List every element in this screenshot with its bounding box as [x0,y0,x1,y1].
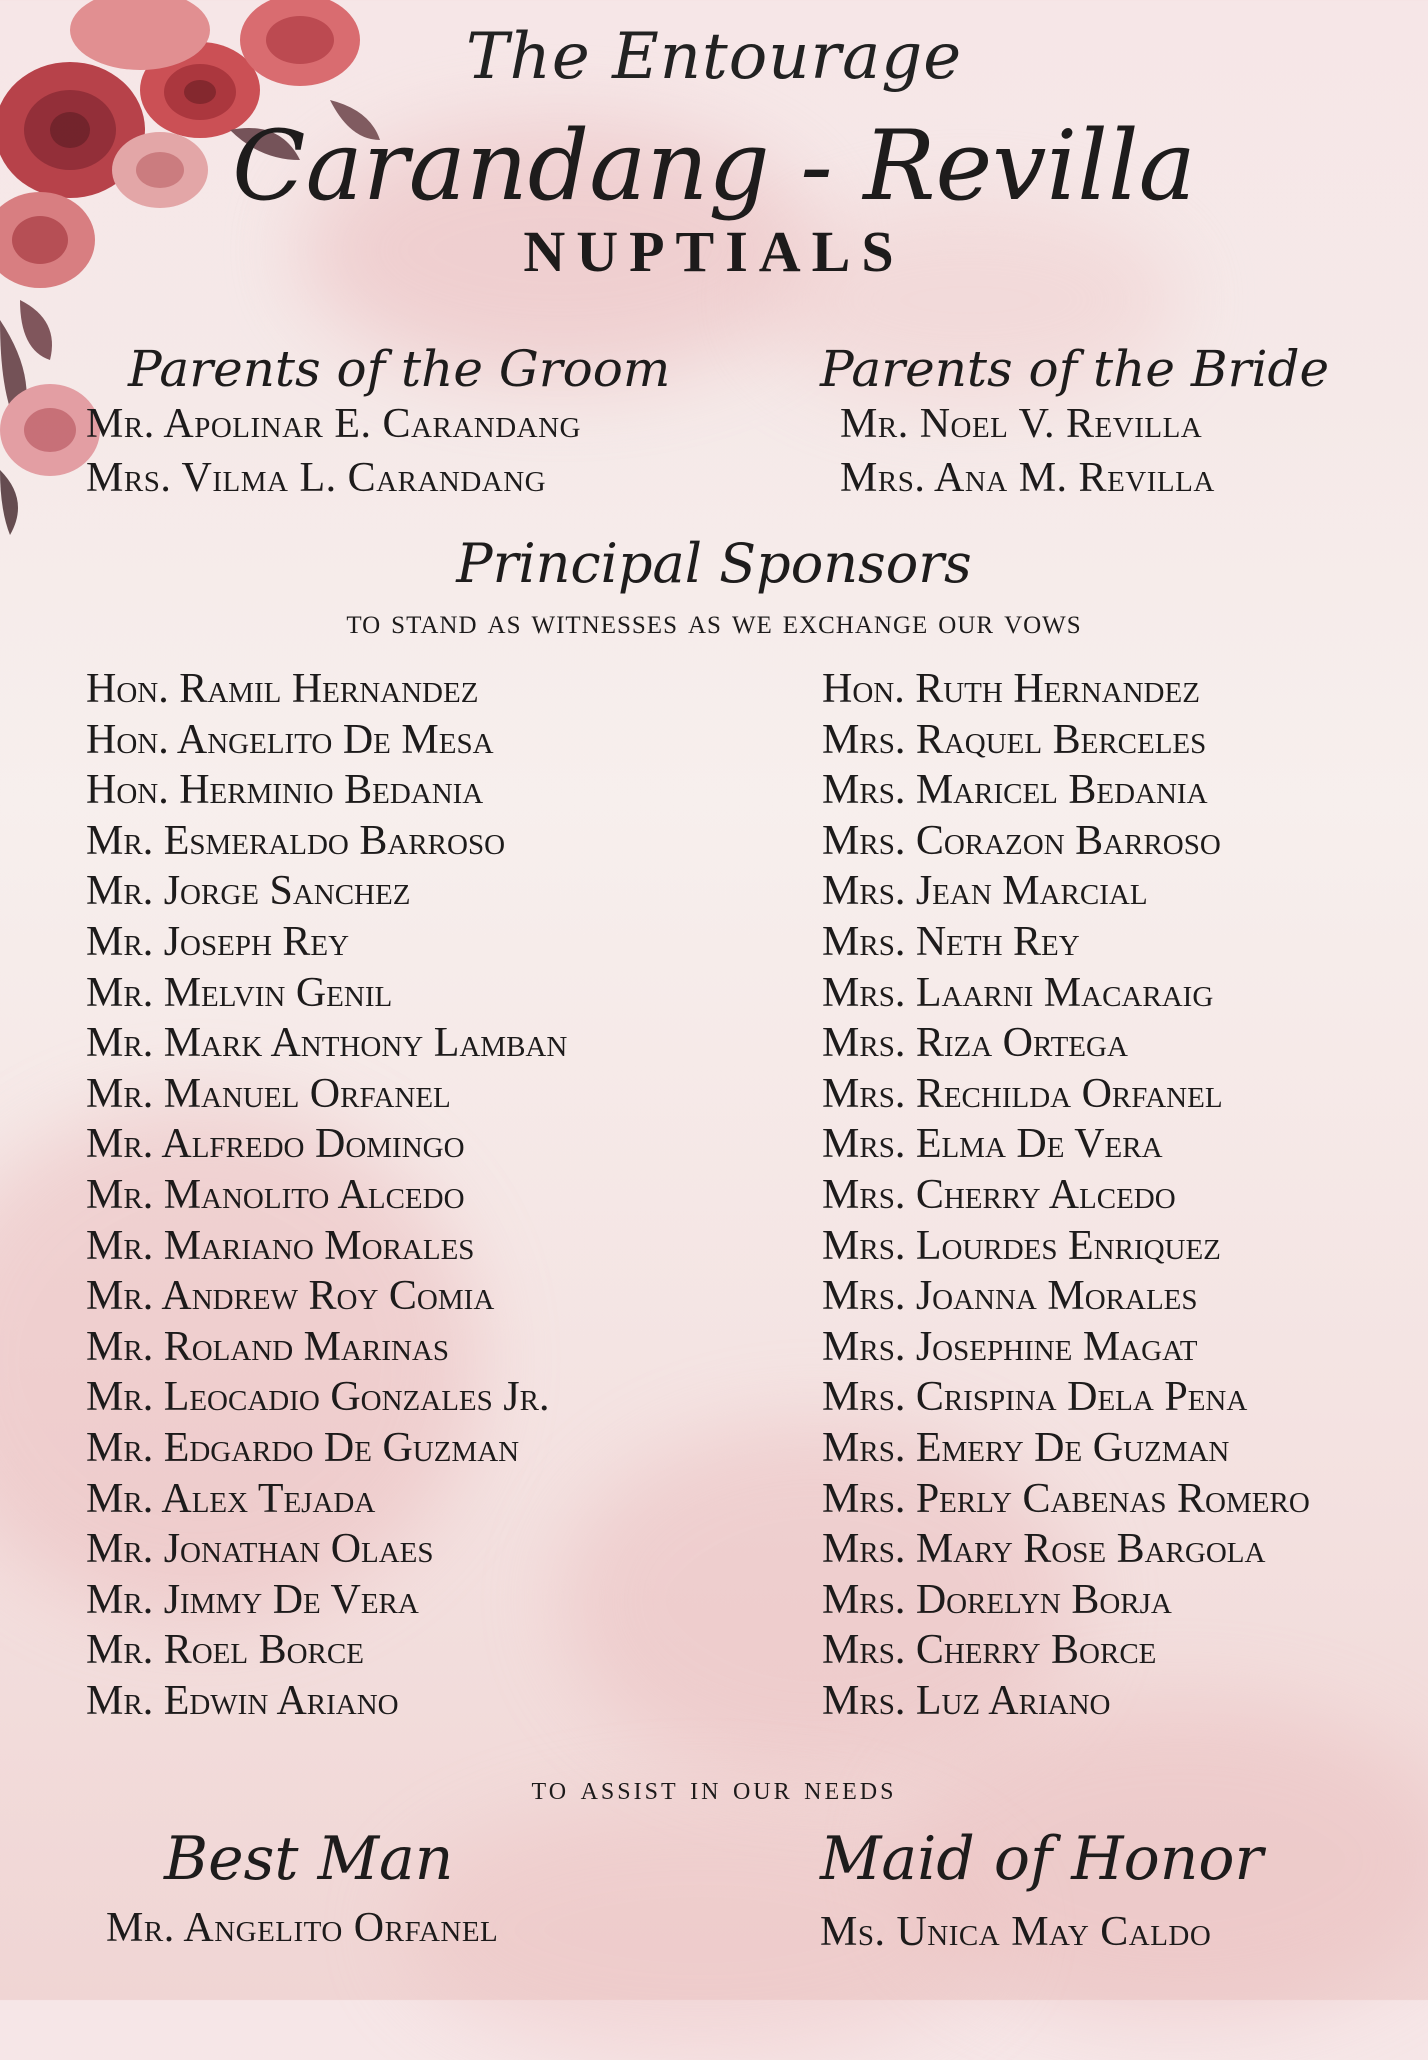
list-item: Mrs. Riza Ortega [822,1020,1128,1067]
assist-heading: to assist in our needs [531,1770,897,1807]
list-item: Mr. Roel Borce [86,1627,364,1674]
list-item: Mr. Edwin Ariano [86,1677,399,1724]
nuptials-title: NUPTIALS [523,219,905,284]
list-item: Mr. Jonathan Olaes [86,1526,434,1573]
principal-sponsors-heading: Principal Sponsors [456,532,972,595]
groom-parent-father: Mr. Apolinar E. Carandang [86,401,581,447]
list-item: Mr. Melvin Genil [86,969,393,1016]
couple-names-title: Carandang - Revilla [232,110,1196,222]
sponsors-right-list [822,664,1310,1726]
list-item: Hon. Ramil Hernandez [86,666,479,712]
parents-groom-heading: Parents of the Groom [128,340,671,398]
list-item: Mr. Jimmy De Vera [86,1576,419,1623]
entourage-subtitle: The Entourage [465,20,963,94]
list-item: Mr. Alfredo Domingo [86,1121,465,1168]
list-item: Mrs. Neth Rey [822,918,1080,965]
list-item: Mr. Roland Marinas [86,1323,449,1370]
best-man-name: Mr. Angelito Orfanel [106,1905,499,1951]
sponsors-left-list [86,664,567,1726]
list-item: Mrs. Corazon Barroso [822,817,1221,864]
list-item: Mr. Andrew Roy Comia [86,1273,495,1320]
list-item: Mrs. Joanna Morales [822,1273,1198,1320]
list-item: Mrs. Lourdes Enriquez [822,1222,1221,1269]
bride-parent-mother: Mrs. Ana M. Revilla [840,455,1215,501]
list-item: Mr. Esmeraldo Barroso [86,817,506,864]
list-item: Mrs. Crispina Dela Pena [822,1374,1248,1421]
list-item: Mr. Mariano Morales [86,1222,475,1269]
list-item: Mrs. Elma De Vera [822,1121,1163,1168]
list-item: Hon. Angelito De Mesa [86,716,494,763]
sponsors-subheading: to stand as witnesses as we exchange our vows [346,601,1082,641]
maid-of-honor-heading: Maid of Honor [820,1824,1264,1894]
best-man-heading: Best Man [164,1824,454,1894]
list-item: Mrs. Perly Cabenas Romero [822,1475,1310,1522]
bride-parent-father: Mr. Noel V. Revilla [840,401,1203,447]
maid-of-honor-name: Ms. Unica May Caldo [820,1909,1212,1955]
list-item: Mrs. Raquel Berceles [822,716,1207,763]
list-item: Mr. Joseph Rey [86,918,350,965]
list-item: Mr. Edgardo De Guzman [86,1424,520,1471]
list-item: Hon. Ruth Hernandez [822,666,1200,712]
list-item: Mr. Mark Anthony Lamban [86,1020,568,1067]
list-item: Hon. Herminio Bedania [86,767,484,814]
list-item: Mrs. Maricel Bedania [822,767,1208,814]
list-item: Mrs. Emery De Guzman [822,1424,1230,1471]
list-item: Mr. Alex Tejada [86,1475,376,1522]
list-item: Mrs. Laarni Macaraig [822,969,1214,1016]
list-item: Mrs. Rechilda Orfanel [822,1070,1223,1117]
list-item: Mr. Manolito Alcedo [86,1171,465,1218]
list-item: Mr. Jorge Sanchez [86,868,411,915]
list-item: Mrs. Luz Ariano [822,1677,1111,1724]
groom-parent-mother: Mrs. Vilma L. Carandang [86,455,547,501]
list-item: Mrs. Dorelyn Borja [822,1576,1172,1623]
list-item: Mrs. Josephine Magat [822,1323,1198,1370]
list-item: Mr. Manuel Orfanel [86,1070,451,1117]
list-item: Mrs. Cherry Alcedo [822,1171,1176,1218]
list-item: Mrs. Mary Rose Bargola [822,1526,1266,1573]
list-item: Mrs. Cherry Borce [822,1627,1157,1674]
list-item: Mrs. Jean Marcial [822,868,1148,915]
list-item: Mr. Leocadio Gonzales Jr. [86,1374,550,1421]
parents-bride-heading: Parents of the Bride [820,340,1330,398]
